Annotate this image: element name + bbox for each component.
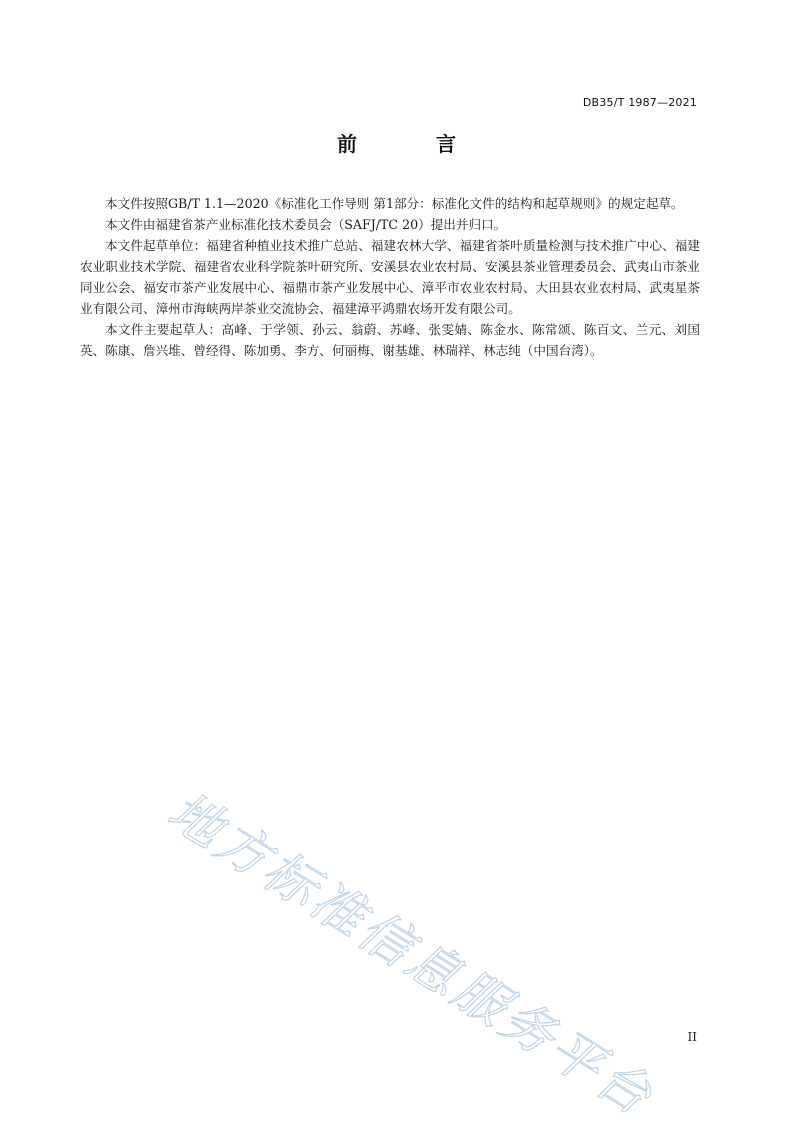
document-code: DB35/T 1987—2021 xyxy=(582,96,697,109)
page-title: 前 言 xyxy=(337,132,492,156)
paragraph-drafting-rules: 本文件按照GB/T 1.1—2020《标准化工作导则 第1部分：标准化文件的结构和起草规则》的规定起草。 xyxy=(105,196,684,211)
paragraph-main-drafters: 本文件主要起草人：高峰、于学领、孙云、翁蔚、苏峰、张雯婧、陈金水、陈常颂、陈百文、兰元、刘国英、陈康、詹兴堆、曾经得、陈加勇、李方、何丽梅、谢基雄、林瑞祥、林志纯（中国台湾）。 xyxy=(80,322,700,358)
paragraph-proposer: 本文件由福建省茶产业标准化技术委员会（SAFJ/TC 20）提出并归口。 xyxy=(105,217,507,232)
foreword-body xyxy=(80,193,700,361)
page-number: II xyxy=(687,1030,697,1044)
watermark: 地方标准信息服务平台 xyxy=(157,781,665,1129)
paragraph-drafting-units: 本文件起草单位：福建省种植业技术推广总站、福建农林大学、福建省茶叶质量检测与技术推广中心、福建农业职业技术学院、福建省农业科学院茶叶研究所、安溪县农业农村局、安溪县茶业管理委员会、武夷山市茶业同业公会、福安市茶产业发展中心、福鼎市茶产业发展中心、漳平市农业农村局、大田县农业农村局、武夷星茶业有限公司、漳州市海峡两岸茶业交流协会、福建漳平鸿鼎农场开发有限公司。 xyxy=(80,238,700,316)
